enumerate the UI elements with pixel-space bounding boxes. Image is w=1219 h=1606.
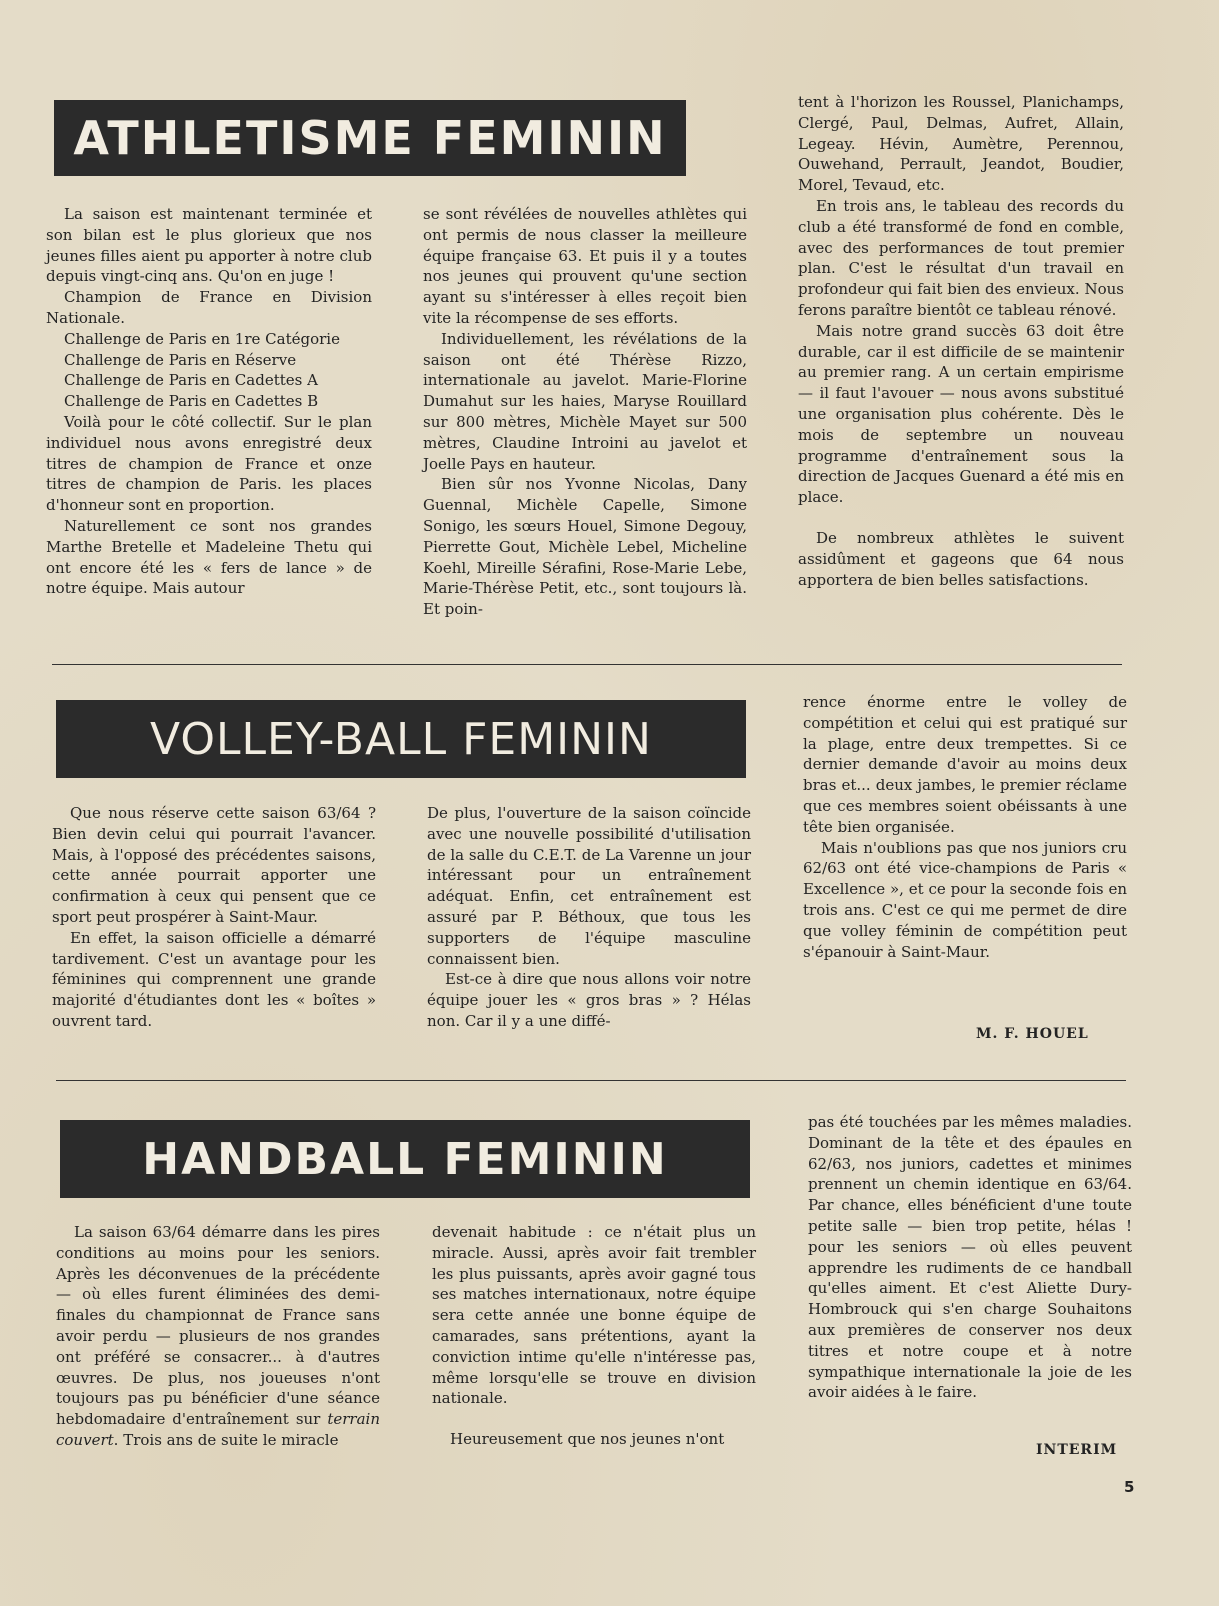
paragraph: De nombreux athlètes le suivent assidûment et gageons que 64 nous apportera de bien belles satisfactions.: [798, 528, 1124, 589]
volley-signature: M. F. HOUEL: [976, 1026, 1089, 1042]
paragraph: pas été touchées par les mêmes maladies. Dominant de la tête et des épaules en 62/63, nos juniors, cadettes et minimes prennent un chemin identique en 63/64. Par chance, elles bénéficient d'une toute petite salle — bien trop petite, hélas ! pour les seniors — où elles peuvent apprendre les rudiments de ce handball qu'elles aiment. Et c'est Aliette Dury-Hombrouck qui s'en charge Souhaitons aux premières de conserver nos deux titres et notre coupe et à notre sympathique internationale la joie de les avoir aidées à le faire.: [808, 1113, 1132, 1402]
paragraph: Heureusement que nos jeunes n'ont: [450, 1430, 725, 1449]
volley-column-3: [803, 692, 1127, 962]
paragraph: En effet, la saison officielle a démarré tardivement. C'est un avantage pour les féminines qui comprennent une grande majorité d'étudiantes dont les « boîtes » ouvrent tard.: [52, 928, 376, 1030]
paragraph: Que nous réserve cette saison 63/64 ? Bien devin celui qui pourrait l'avancer. Mais, à l'opposé des précédentes saisons, cette année pourrait apporter une confirmation à ceux qui pensent que ce sport peut prospérer à Saint-Maur.: [52, 804, 376, 926]
paragraph: tent à l'horizon les Roussel, Planichamps, Clergé, Paul, Delmas, Aufret, Allain, Legeay. Hévin, Aumètre, Perennou, Ouwehand, Perrault, Jeandot, Boudier, Morel, Tevaud, etc.: [798, 93, 1124, 195]
athletisme-column-2: [423, 204, 747, 620]
paragraph: En trois ans, le tableau des records du club a été transformé de fond en comble, avec des performances de tout premier plan. C'est le résultat d'un travail en profondeur qui fait bien des envieux. Nous ferons paraître bientôt ce tableau rénové.: [798, 196, 1124, 319]
paragraph: Challenge de Paris en Cadettes B: [64, 392, 319, 411]
volley-title-banner: [56, 700, 746, 778]
paragraph: De plus, l'ouverture de la saison coïncide avec une nouvelle possibilité d'utilisation de la salle du C.E.T. de La Varenne un jour intéressant pour un entraînement adéquat. Enfin, cet entraînement est assuré par P. Béthoux, que tous les supporters de l'équipe masculine connaissent bien.: [427, 804, 751, 968]
paragraph: Naturellement ce sont nos grandes Marthe Bretelle et Madeleine Thetu qui ont encore été les « fers de lance » de notre équipe. Mais autour: [46, 516, 372, 598]
paragraph: rence énorme entre le volley de compétition et celui qui est pratiqué sur la plage, entre deux trempettes. Si ce dernier demande d'avoir au moins deux bras et... deux jambes, le premier réclame que ces membres soient obéissants à une tête bien organisée.: [803, 693, 1127, 836]
handball-column-1: [56, 1222, 380, 1451]
handball-title: HANDBALL FEMININ: [142, 1133, 668, 1185]
handball-signature: INTERIM: [1036, 1442, 1118, 1458]
paragraph: se sont révélées de nouvelles athlètes qui ont permis de nous classer la meilleure équipe française 63. Et puis il y a toutes nos jeunes qui prouvent qu'une section ayant su s'intéresser à elles reçoit bien vite la récompense de ses efforts.: [423, 205, 747, 327]
volley-column-2: [427, 803, 751, 1032]
section-divider: [56, 1080, 1126, 1081]
paragraph: La saison est maintenant terminée et son bilan est le plus glorieux que nos jeunes filles aient pu apporter à notre club depuis vingt-cinq ans. Qu'on en juge !: [46, 205, 372, 286]
paragraph: Challenge de Paris en 1re Catégorie: [64, 329, 340, 348]
paragraph: Mais n'oublions pas que nos juniors cru 62/63 ont été vice-champions de Paris « Excellence », et ce pour la seconde fois en trois ans. C'est ce qui me permet de dire que volley féminin de compétition peut s'épanouir à Saint-Maur.: [803, 838, 1127, 961]
emphasis-text: terrain couvert: [56, 1410, 380, 1449]
paragraph: Voilà pour le côté collectif. Sur le plan individuel nous avons enregistré deux titres de champion de France et onze titres de champion de Paris. les places d'honneur sont en proportion.: [46, 412, 372, 515]
paragraph: devenait habitude : ce n'était plus un miracle. Aussi, après avoir fait trembler les plus puissants, après avoir gagné tous ses matches internationaux, notre équipe sera cette année une bonne équipe de camarades, sans prétentions, ayant la conviction intime qu'elle n'intéresse pas, même lorsqu'elle se trouve en division nationale.: [432, 1223, 756, 1408]
handball-column-2: [432, 1222, 756, 1450]
paragraph: Est-ce à dire que nous allons voir notre équipe jouer les « gros bras » ? Hélas non. Car il y a une diffé-: [427, 970, 751, 1030]
athletisme-column-1: [46, 204, 372, 599]
paragraph: Challenge de Paris en Cadettes A: [64, 371, 318, 390]
paragraph-text: La saison 63/64 démarre dans les pires conditions au moins pour les seniors. Après les déconvenues de la précédente — où elles furent éliminées des demi-finales du championnat de France sans avoir perdu — plusieurs de nos grandes ont préféré se consacrer... à d'autres œuvres. De plus, nos joueuses n'ont toujours pas pu bénéficier d'une séance hebdomadaire d'entraînement sur: [56, 1223, 380, 1429]
paragraph: Mais notre grand succès 63 doit être durable, car il est difficile de se maintenir au premier rang. A un certain empirisme — il faut l'avouer — nous avons substitué une organisation plus cohérente. Dès le mois de septembre un nouveau programme d'entraînement sous la direction de Jacques Guenard a été mis en place.: [798, 321, 1124, 507]
athletisme-title-banner: [54, 100, 686, 176]
page-number: 5: [1124, 1478, 1135, 1496]
paragraph: Individuellement, les révélations de la saison ont été Thérèse Rizzo, internationale au javelot. Marie-Florine Dumahut sur les haies, Maryse Rouillard sur 800 mètres, Michèle Mayet sur 500 mètres, Claudine Introini au javelot et Joelle Pays en hauteur.: [423, 329, 747, 473]
handball-column-3: [808, 1112, 1132, 1403]
volley-title: VOLLEY-BALL FEMININ: [150, 713, 652, 765]
paragraph: Champion de France en Division Nationale.: [46, 288, 372, 327]
paragraph: Challenge de Paris en Réserve: [64, 350, 297, 369]
paragraph-text: . Trois ans de suite le miracle: [113, 1430, 339, 1449]
athletisme-column-3: [798, 92, 1124, 590]
volley-column-1: [52, 803, 376, 1032]
handball-title-banner: [60, 1120, 750, 1198]
paragraph: Bien sûr nos Yvonne Nicolas, Dany Guennal, Michèle Capelle, Simone Sonigo, les sœurs Houel, Simone Degouy, Pierrette Gout, Michèle Lebel, Micheline Koehl, Mireille Sérafini, Rose-Marie Lebe, Marie-Thérèse Petit, etc., sont toujours là. Et poin-: [423, 475, 747, 619]
paragraph: [56, 1222, 380, 1451]
athletisme-title: ATHLETISME FEMININ: [73, 111, 667, 165]
section-divider: [52, 664, 1122, 665]
